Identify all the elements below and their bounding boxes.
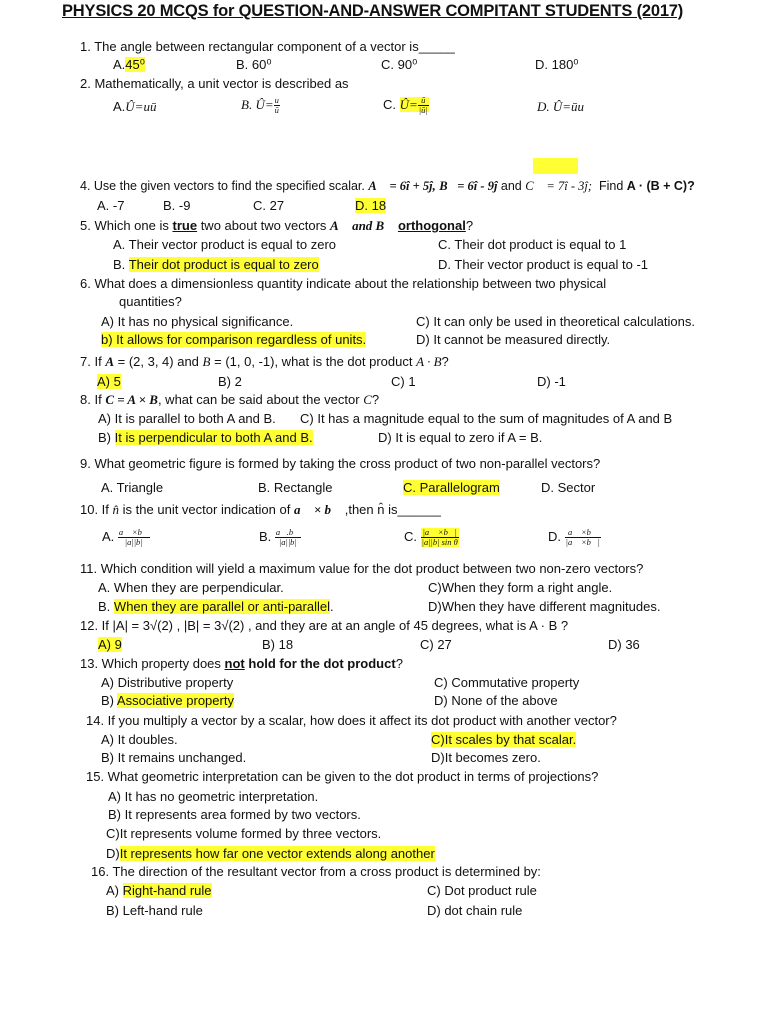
question-6-stem-cont: quantities? [119,294,182,309]
q15-option-c: C)It represents volume formed by three vectors. [106,826,382,841]
stray-highlight-mark [533,158,578,174]
question-15-stem: 15. What geometric interpretation can be given to the dot product in terms of projections? [86,769,599,784]
q9-option-c [403,479,500,496]
q1-option-d: D. 180⁰ [535,57,579,72]
q16-option-d: D) dot chain rule [427,903,523,918]
q16-option-a: A) Right-hand rule [106,883,212,898]
question-1-stem: 1. The angle between rectangular component of a vector is_____ [80,39,455,54]
q10-answer-highlight: $\frac{|a⃗ \times b⃗|}{\text{|a||b| sin θ}}$ [421,527,458,548]
q5-option-a: A. Their vector product is equal to zero [113,237,337,252]
q15-option-b: B) It represents area formed by two vectors. [108,807,361,822]
q4-option-a: A. -7 [97,198,125,213]
q14-option-d: D)It becomes zero. [431,750,541,765]
q13-answer-highlight: Associative property [116,693,234,708]
q8-option-a: A) It is parallel to both A and B. [98,411,276,426]
q10-option-c: C. $\frac{|a⃗ \times b⃗|}{\text{|a||b| sin θ}}$ [404,527,458,548]
q5-option-d: D. Their vector product is equal to -1 [438,257,649,272]
q8-option-c: C) It has a magnitude equal to the sum of magnitudes of A and B [300,411,673,426]
q13-option-d: D) None of the above [434,693,558,708]
q11-option-d: D)When they have different magnitudes. [428,599,661,614]
q15-option-a: A) It has no geometric interpretation. [108,789,319,804]
question-12-stem: 12. If |A| = 3√(2) , |B| = 3√(2) , and they are at an angle of 45 degrees, what is A · B ? [80,618,569,633]
q11-option-a: A. When they are perpendicular. [98,580,284,595]
q16-option-b: B) Left-hand rule [106,903,203,918]
q12-option-c: C) 27 [420,637,452,652]
q7-option-d: D) -1 [537,374,566,389]
q9-option-b: B. Rectangle [258,480,333,495]
question-7-stem: 7. If A = (2, 3, 4) and B = (1, 0, -1), what is the dot product A · B? [80,354,449,369]
q14-option-b: B) It remains unchanged. [101,750,247,765]
q4-option-b: B. -9 [163,198,191,213]
q12-option-d: D) 36 [608,637,640,652]
q8-option-d: D) It is equal to zero if A = B. [378,430,543,445]
q13-option-b: B) Associative property [101,693,234,708]
q6-option-b [101,331,366,348]
page-title: PHYSICS 20 MCQS for QUESTION-AND-ANSWER COMPITANT STUDENTS (2017) [62,2,684,20]
q15-answer-highlight: It represents how far one vector extends along another [119,846,435,861]
q1-answer-highlight: 45⁰ [125,57,145,72]
question-5-stem: 5. Which one is true two about two vectors A⃗ and B⃗ orthogonal? [80,218,474,233]
q8-option-b: B) It is perpendicular to both A and B. [98,430,313,445]
q9-answer-highlight: C. Parallelogram [403,480,500,495]
q4-option-c: C. 27 [253,198,285,213]
q6-option-d: D) It cannot be measured directly. [416,332,611,347]
q16-option-c: C) Dot product rule [427,883,537,898]
question-16-stem: 16. The direction of the resultant vector from a cross product is determined by: [91,864,541,879]
question-10-stem: 10. If n̂ is the unit vector indication of a⃗ × b⃗ ,then n̂ is______ [80,502,441,517]
q1-option-a: A.45⁰ [113,57,145,72]
q9-option-d: D. Sector [541,480,596,495]
question-2-stem: 2. Mathematically, a unit vector is described as [80,76,349,91]
question-9-stem: 9. What geometric figure is formed by taking the cross product of two non-parallel vectors? [80,456,601,471]
question-8-stem: 8. If C = A × B, what can be said about the vector C? [80,392,380,407]
q7-option-c: C) 1 [391,374,416,389]
q5-option-c: C. Their dot product is equal to 1 [438,237,627,252]
q7-answer-highlight: A) 5 [97,374,121,389]
q6-option-c: C) It can only be used in theoretical calculations. [416,314,695,329]
q9-option-a: A. Triangle [101,480,164,495]
question-14-stem: 14. If you multiply a vector by a scalar, how does it affect its dot product with another vector? [86,713,617,728]
q12-option-a [98,636,122,653]
q10-option-d: D. $\frac{a⃗ \times b⃗}{|a⃗ \times b⃗|}$ [548,527,600,548]
q5-option-b: B. Their dot product is equal to zero [113,257,319,272]
q16-answer-highlight: Right-hand rule [122,883,212,898]
q14-option-a: A) It doubles. [101,732,178,747]
q14-answer-highlight: C)It scales by that scalar. [431,732,577,747]
q11-option-c: C)When they form a right angle. [428,580,613,595]
q4-answer-highlight: D. 18 [355,198,387,213]
question-6-stem: 6. What does a dimensionless quantity indicate about the relationship between two physical [80,276,607,291]
q11-option-b: B. When they are parallel or anti-parallel. [98,599,334,614]
q11-answer-highlight: When they are parallel or anti-parallel [113,599,330,614]
q10-option-a: A. $\frac{a⃗ \times b⃗}{|a||b|}$ [102,527,149,548]
q12-answer-highlight: A) 9 [98,637,122,652]
q10-option-b: B. $\frac{a⃗.b⃗}{|a||b|}$ [259,527,300,548]
q15-option-d: D)It represents how far one vector extends along another [106,846,435,861]
question-4-stem: 4. Use the given vectors to find the specified scalar. A⃗ = 6î + 5ĵ, B⃗= 6î - 9ĵ and C⃗ = 7î - 3ĵ; Find A · (B + C)? [80,179,695,193]
q7-option-b: B) 2 [218,374,242,389]
q1-option-b: B. 60⁰ [236,57,272,72]
question-11-stem: 11. Which condition will yield a maximum value for the dot product between two non-zero vectors? [80,561,644,576]
q2-option-c: C. Û= $\frac{ū}{|ū|}$ [383,95,428,116]
q5-answer-highlight: Their dot product is equal to zero [128,257,319,272]
q8-answer-highlight: It is perpendicular to both A and B. [114,430,313,445]
q7-option-a [97,373,121,390]
q12-option-b: B) 18 [262,637,294,652]
q2-option-a: A.Û=uū [113,99,157,114]
q13-option-c: C) Commutative property [434,675,580,690]
q2-option-d: D. Û=ūu [537,99,585,114]
q6-option-a: A) It has no physical significance. [101,314,294,329]
q13-option-a: A) Distributive property [101,675,234,690]
q14-option-c [431,731,576,748]
q4-option-d [355,197,386,214]
q2-answer-highlight: Û= $\frac{ū}{|ū|}$ [399,95,428,116]
q1-option-c: C. 90⁰ [381,57,418,72]
q6-answer-highlight: b) It allows for comparison regardless of units. [101,332,367,347]
question-13-stem: 13. Which property does not hold for the dot product? [80,656,403,671]
q2-option-b: B. Û= $\frac{u}{ū}$ [241,95,279,116]
